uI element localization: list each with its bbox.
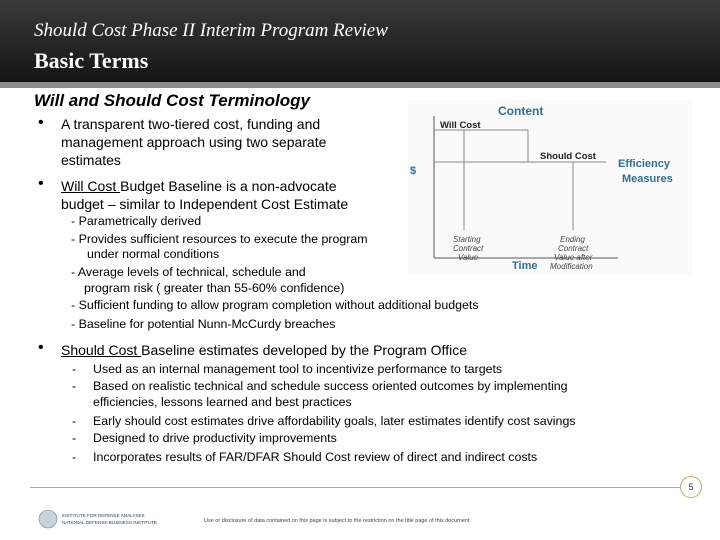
bullet-1-line-2: management approach using two separate xyxy=(61,134,327,150)
efficiency-label: Efficiency xyxy=(618,158,670,170)
starting-label-2: Contract xyxy=(453,244,484,253)
bullet-3-line-1 xyxy=(61,341,467,359)
will-cost-sub-item: - Average levels of technical, schedule and xyxy=(71,265,306,279)
will-cost-term: Will Cost xyxy=(61,178,121,194)
will-cost-sub-item: - Parametrically derived xyxy=(71,214,202,228)
should-cost-text: Baseline estimates developed by the Program Office xyxy=(141,342,467,358)
time-label: Time xyxy=(512,260,538,272)
should-cost-label: Should Cost xyxy=(540,151,596,162)
dollar-label: $ xyxy=(410,165,417,177)
logo-line-1: INSTITUTE FOR DEFENSE ANALYSES xyxy=(62,513,145,518)
bullet-dot: • xyxy=(38,175,44,192)
will-cost-sub-item: program risk ( greater than 55-60% confidence) xyxy=(84,281,345,295)
bullet-2-line-2: budget – similar to Independent Cost Estimate xyxy=(61,196,349,212)
header-band xyxy=(0,82,720,88)
sub-dash: - xyxy=(72,450,77,464)
will-cost-text: Budget Baseline is a non-advocate xyxy=(120,178,337,194)
page-number: 5 xyxy=(680,476,702,498)
should-cost-sub-item: Incorporates results of FAR/DFAR Should Cost review of direct and indirect costs xyxy=(93,450,538,464)
ending-label-3: Value after xyxy=(554,253,593,262)
will-cost-label: Will Cost xyxy=(440,120,481,131)
disclaimer-text: Use or disclosure of data contained on this page is subject to the restriction on the title page of this document. xyxy=(204,518,471,524)
ending-label-4: Modification xyxy=(550,262,593,271)
bullet-2-line-1 xyxy=(61,177,337,195)
bullet-1-line-3: estimates xyxy=(61,152,121,168)
should-cost-sub-item: Early should cost estimates drive affordability goals, later estimates identify cost savings xyxy=(93,414,576,428)
will-cost-sub-item: under normal conditions xyxy=(87,247,220,261)
bullet-dot: • xyxy=(38,339,44,356)
will-cost-sub-item: - Sufficient funding to allow program completion without additional budgets xyxy=(71,298,479,312)
will-should-cost-diagram xyxy=(408,100,692,275)
bullet-1-line-1: A transparent two-tiered cost, funding and xyxy=(61,116,321,132)
starting-label-1: Starting xyxy=(453,235,481,244)
title-bar xyxy=(0,0,720,82)
ending-label-1: Ending xyxy=(560,235,585,244)
should-cost-term: Should Cost xyxy=(61,342,142,358)
bullet-dot: • xyxy=(38,114,44,131)
logo-globe-icon xyxy=(39,510,57,528)
sub-dash: - xyxy=(72,362,77,376)
slide-subtitle: Should Cost Phase II Interim Program Review xyxy=(34,20,388,41)
should-cost-sub-item: Used as an internal management tool to incentivize performance to targets xyxy=(93,362,503,376)
slide-title: Basic Terms xyxy=(34,48,149,73)
should-cost-sub-item: efficiencies, lessons learned and best practices xyxy=(93,395,352,409)
ending-label-2: Contract xyxy=(558,244,589,253)
content-label: Content xyxy=(498,104,544,118)
sub-dash: - xyxy=(72,414,77,428)
sub-dash: - xyxy=(72,431,77,445)
should-cost-sub-item: Designed to drive productivity improvements xyxy=(93,431,337,445)
section-heading: Will and Should Cost Terminology xyxy=(34,91,310,110)
footer-divider xyxy=(30,487,690,488)
logo-line-2: NATIONAL DEFENSE BUSINESS INSTITUTE xyxy=(62,520,157,525)
institute-logo xyxy=(38,508,168,530)
will-cost-sub-item: - Provides sufficient resources to execute the program xyxy=(71,232,368,246)
will-cost-sub-item: - Baseline for potential Nunn-McCurdy breaches xyxy=(71,317,336,331)
should-cost-sub-item: Based on realistic technical and schedule success oriented outcomes by implementing xyxy=(93,379,568,393)
measures-label: Measures xyxy=(622,173,673,185)
starting-label-3: Value xyxy=(458,253,479,262)
sub-dash: - xyxy=(72,379,77,393)
